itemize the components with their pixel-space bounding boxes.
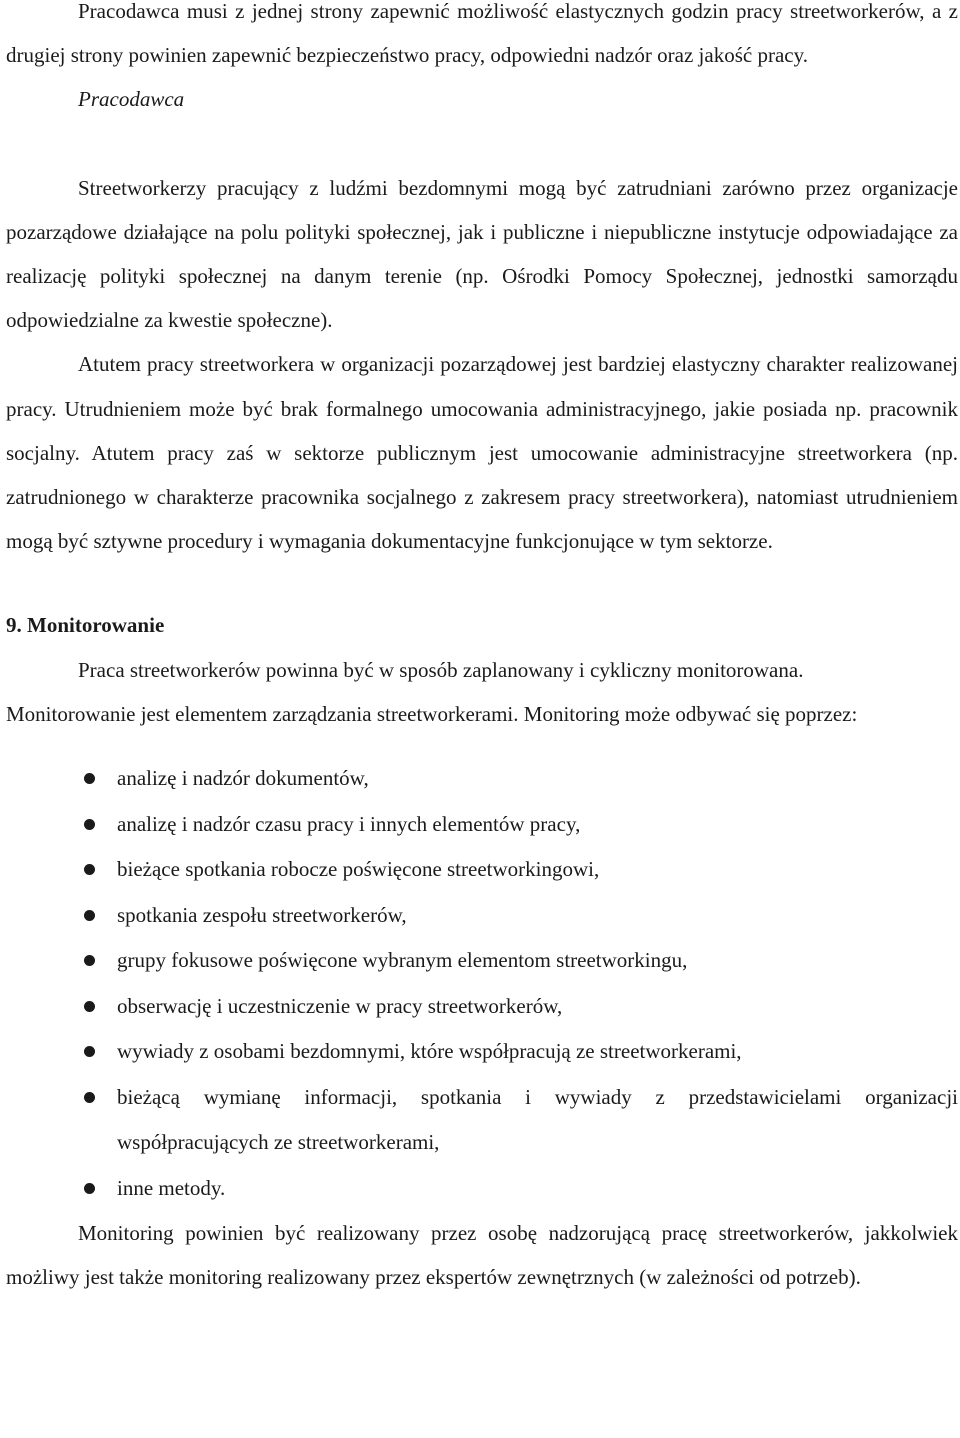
list-item-text: bieżącą wymianę informacji, spotkania i wywiady z przedstawicielami organizacji współpracujących ze streetworkerami,	[117, 1084, 958, 1155]
bullet-icon	[84, 955, 95, 966]
subheading-employer: Pracodawca	[78, 87, 185, 112]
list-item	[6, 802, 958, 848]
list-item	[6, 847, 958, 893]
list-item-text: bieżące spotkania robocze poświęcone streetworkingowi,	[117, 857, 600, 882]
bullet-icon	[84, 773, 95, 784]
bullet-icon	[84, 910, 95, 921]
intro-paragraph: Pracodawca musi z jednej strony zapewnić możliwość elastycznych godzin pracy streetworkerów, a z drugiej strony powinien zapewnić bezpieczeństwo pracy, odpowiedni nadzór oraz jakość pracy.	[6, 0, 958, 68]
list-item-text: analizę i nadzór czasu pracy i innych elementów pracy,	[117, 811, 581, 836]
employer-paragraph-2: Atutem pracy streetworkera w organizacji pozarządowej jest bardziej elastyczny charakter realizowanej pracy. Utrudnieniem może być brak formalnego umocowania administracyjnego, jakie posiada np. pracownik socjalny. Atutem pracy zaś w sektorze publicznym jest umocowanie administracyjne streetworkera (np. zatrudnionego w charakterze pracownika socjalnego z zakresem pracy streetworkera), natomiast utrudnieniem mogą być sztywne procedury i wymagania dokumentacyjne funkcjonujące w tym sektorze.	[6, 352, 958, 554]
spacer	[6, 122, 958, 166]
monitoring-intro-1: Praca streetworkerów powinna być w sposób zaplanowany i cykliczny monitorowana.	[78, 657, 804, 682]
employer-paragraph-1: Streetworkerzy pracujący z ludźmi bezdomnymi mogą być zatrudniani zarówno przez organizacje pozarządowe działające na polu polityki społecznej, jak i publiczne i niepubliczne instytucje odpowiadające za realizację polityki społecznej na danym terenie (np. Ośrodki Pomocy Społecznej, jednostki samorządu odpowiedzialne za kwestie społeczne).	[6, 175, 958, 333]
list-item	[6, 1166, 958, 1212]
monitoring-methods-list	[6, 756, 958, 1211]
closing-paragraph: Monitoring powinien być realizowany przez osobę nadzorującą pracę streetworkerów, jakkolwiek możliwy jest także monitoring realizowany przez ekspertów zewnętrznych (w zależności od potrzeb).	[6, 1221, 958, 1290]
list-item-text: analizę i nadzór dokumentów,	[117, 766, 369, 791]
list-item	[6, 1029, 958, 1075]
spacer	[6, 563, 958, 603]
bullet-icon	[84, 1001, 95, 1012]
list-item-text: grupy fokusowe poświęcone wybranym elementom streetworkingu,	[117, 948, 688, 973]
bullet-icon	[84, 1092, 95, 1103]
list-item-text: wywiady z osobami bezdomnymi, które współpracują ze streetworkerami,	[117, 1039, 742, 1064]
bullet-icon	[84, 819, 95, 830]
section-heading-monitoring: 9. Monitorowanie	[6, 613, 165, 638]
list-item	[6, 938, 958, 984]
monitoring-intro-2: Monitorowanie jest elementem zarządzania streetworkerami. Monitoring może odbywać się poprzez:	[6, 701, 858, 726]
document-page	[6, 0, 958, 1299]
bullet-icon	[84, 864, 95, 875]
list-item-text: inne metody.	[117, 1175, 226, 1200]
list-item	[6, 984, 958, 1030]
list-item-text: spotkania zespołu streetworkerów,	[117, 902, 407, 927]
list-item-text: obserwację i uczestniczenie w pracy streetworkerów,	[117, 993, 563, 1018]
list-item	[6, 1075, 958, 1166]
list-item	[6, 756, 958, 802]
bullet-icon	[84, 1046, 95, 1057]
list-item	[6, 893, 958, 939]
bullet-icon	[84, 1183, 95, 1194]
